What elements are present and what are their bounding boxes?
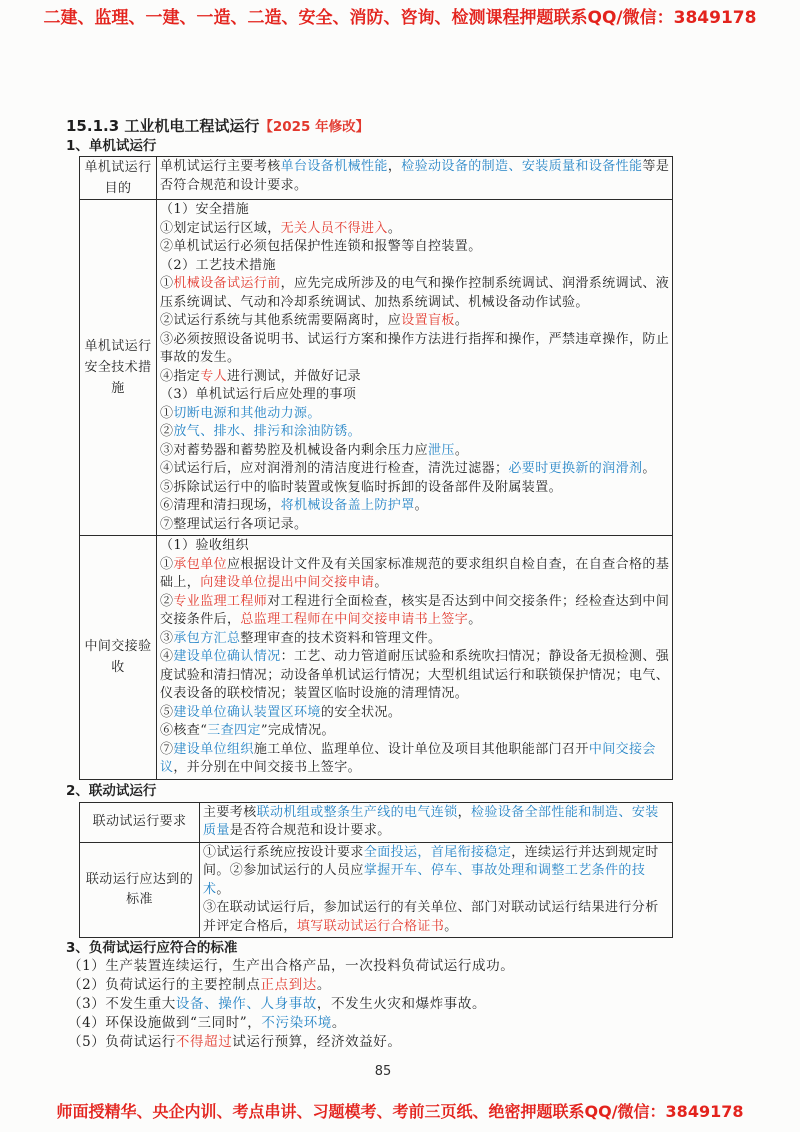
paragraph — [160, 648, 671, 704]
text-run: 。 — [454, 313, 469, 328]
text-run: ，应先完成所涉及的电气和操作控制系统调试、润滑系统调试、液压系统调试、气动和冷却系统调试、加热系统调试、机械设备动作试验。 — [160, 276, 670, 310]
row-content — [157, 157, 673, 200]
paragraph — [160, 516, 671, 535]
row-content — [157, 536, 673, 780]
text-run: ⑤ — [160, 704, 174, 720]
list-item — [68, 995, 686, 1014]
row-content — [200, 842, 673, 938]
emphasis-blue: 不污染环境 — [261, 1015, 332, 1031]
paragraph — [160, 220, 671, 239]
text-run: ：工艺、动力管道耐压试验和系统吹扫情况；静设备无损检测、强度试验和清扫情况；动设备单机试运行情况；大型机组试运行和联锁保护情况；电气、仪表设备的联校情况；装置区临时设施的清理情况。 — [160, 649, 670, 701]
row-label: 中间交接验收 — [80, 536, 157, 780]
page-number: 85 — [374, 1064, 392, 1079]
text-run: ④试运行后，应对润滑剂的清洁度进行检查，清洗过滤器； — [160, 461, 509, 476]
text-run: ⑤拆除试运行中的临时装置或恢复临时拆卸的设备部件及附属装置。 — [160, 479, 563, 495]
paragraph — [160, 722, 671, 741]
text-run: ⑥核查“ — [160, 723, 208, 738]
text-run: （1）生产装置连续运行，生产出合格产品，一次投料负荷试运行成功。 — [68, 958, 515, 974]
table-row — [80, 802, 673, 842]
text-run: ③ — [160, 630, 174, 646]
section-title-text: 15.1.3 工业机电工程试运行 — [66, 117, 260, 135]
paragraph — [160, 312, 671, 331]
emphasis-blue: 中间交接会议 — [160, 741, 656, 775]
paragraph — [160, 386, 671, 405]
text-run: ④指定 — [160, 368, 201, 384]
revision-tag: 【2025 年修改】 — [259, 119, 370, 135]
text-run: （3）不发生重大 — [68, 996, 176, 1012]
text-run: ①试运行系统应按设计要求 — [203, 844, 364, 860]
section-title — [66, 116, 686, 137]
text-run: （2）负荷试运行的主要控制点 — [68, 977, 261, 993]
table-row — [80, 536, 673, 780]
table-body — [80, 157, 673, 780]
text-run: ①划定试运行区域， — [160, 220, 281, 236]
paragraph — [160, 593, 671, 630]
text-run: 的安全状况。 — [320, 704, 402, 720]
text-run: ① — [160, 276, 174, 291]
table-row — [80, 157, 673, 200]
emphasis-blue: 设备、操作、人身事故 — [175, 996, 317, 1012]
emphasis-red: 无关人员不得进入 — [280, 220, 388, 236]
paragraph — [160, 201, 671, 220]
text-run: ，不发生火灾和爆炸事故。 — [316, 996, 487, 1012]
paragraph — [160, 479, 671, 498]
paragraph — [203, 844, 671, 900]
text-run: ②单机试运行必须包括保护性连锁和报警等自控装置。 — [160, 239, 482, 254]
row-label: 单机试运行安全技术措施 — [80, 200, 157, 536]
emphasis-blue: 掌握开车、停车、事故处理和调整工艺条件的技术 — [203, 863, 646, 897]
page-content — [66, 116, 686, 1052]
row-label: 联动运行应达到的标准 — [80, 842, 200, 938]
emphasis-blue: 切断电源和其他动力源。 — [173, 405, 321, 421]
text-run: ⑦整理试运行各项记录。 — [160, 516, 308, 532]
text-run: ，并分别在中间交接书上签字。 — [173, 760, 362, 775]
text-run: ① — [160, 556, 174, 572]
text-run: 单机试运行主要考核 — [160, 159, 281, 174]
text-run: 是否符合规范和设计要求。 — [229, 823, 391, 838]
row-content — [157, 200, 673, 536]
promo-banner-bottom: 师面授精华、央企内训、考点串讲、习题模考、考前三页纸、绝密押题联系QQ/微信：3849178 — [56, 1102, 744, 1121]
emphasis-blue: 建设单位确认情况 — [173, 649, 281, 664]
text-run: ， — [457, 804, 472, 820]
paragraph — [203, 804, 671, 841]
table-row — [80, 200, 673, 536]
linkage-trial-table — [79, 802, 673, 939]
text-run: 试运行预算，经济效益好。 — [232, 1034, 402, 1050]
text-run: 。 — [444, 918, 458, 934]
emphasis-red: 不得超过 — [175, 1034, 233, 1050]
paragraph — [160, 556, 671, 593]
emphasis-red: 机械设备试运行前 — [173, 276, 281, 291]
text-run: （1）安全措施 — [160, 202, 250, 217]
emphasis-red: 专业监理工程师 — [173, 593, 268, 609]
emphasis-blue: 放气、排水、排污和涂油防锈。 — [173, 424, 362, 439]
list-item — [68, 976, 686, 995]
part-heading-linkage: 2、联动试运行 — [66, 782, 157, 799]
text-run: ④ — [160, 649, 174, 664]
paragraph — [160, 704, 671, 723]
text-run: ② — [160, 593, 174, 609]
text-run: （4）环保设施做到“三同时”， — [68, 1015, 262, 1031]
emphasis-blue: 将机械设备盖上防护罩 — [280, 498, 415, 513]
emphasis-blue: 建设单位确认装置区环境 — [173, 704, 321, 720]
row-label: 联动试运行要求 — [80, 802, 200, 842]
text-run: 等是否符合规范和设计要求。 — [160, 159, 670, 193]
text-run: ”完成情况。 — [260, 723, 335, 738]
text-run: ， — [387, 159, 402, 174]
emphasis-blue: 承包方汇总 — [173, 630, 241, 646]
paragraph — [160, 423, 671, 442]
emphasis-blue: 联动机组或整条生产线的电气连锁 — [256, 804, 458, 820]
emphasis-blue: 泄压 — [428, 442, 455, 458]
emphasis-blue: 单台设备机械性能 — [280, 159, 388, 174]
list-item — [68, 1033, 686, 1052]
text-run: 进行测试，并做好记录 — [227, 368, 362, 384]
paragraph — [203, 899, 671, 936]
row-label: 单机试运行目的 — [80, 157, 157, 200]
text-run: 对工程进行全面检查，核实是否达到中间交接条件；经检查达到中间交接条件后， — [160, 593, 670, 627]
emphasis-red: 设置盲板 — [401, 313, 455, 328]
text-run: 主要考核 — [203, 804, 257, 820]
text-run: 。 — [414, 498, 429, 513]
paragraph — [160, 405, 671, 424]
paragraph — [160, 158, 671, 195]
row-content — [200, 802, 673, 842]
emphasis-red: 承包单位 — [173, 556, 228, 572]
text-run: ⑦ — [160, 741, 174, 757]
emphasis-blue: 检验动设备的制造、安装质量和设备性能 — [401, 159, 643, 174]
text-run: （2）工艺技术措施 — [160, 257, 276, 273]
text-run: （5）负荷试运行 — [68, 1034, 176, 1050]
text-run: ③在联动试运行后，参加试运行的有关单位、部门对联动试运行结果进行分析并评定合格后， — [203, 900, 659, 934]
text-run: （1）验收组织 — [160, 538, 250, 553]
text-run: 。 — [316, 977, 332, 993]
paragraph — [160, 497, 671, 516]
emphasis-blue: 三查四定 — [207, 723, 261, 738]
paragraph — [160, 368, 671, 387]
table-body — [80, 802, 673, 938]
text-run: ，连续运行并达到规定时间。②参加试运行的人员应 — [203, 844, 659, 878]
text-run: ⑥清理和清扫现场， — [160, 498, 281, 513]
text-run: 施工单位、监理单位、设计单位及项目其他职能部门召开 — [253, 741, 589, 757]
emphasis-red: 填写联动试运行合格证书 — [296, 918, 445, 934]
text-run: ① — [160, 405, 174, 421]
paragraph — [160, 257, 671, 276]
promo-banner-top: 二建、监理、一建、一造、二造、安全、消防、咨询、检测课程押题联系QQ/微信：3849178 — [43, 8, 757, 28]
paragraph — [160, 460, 671, 479]
load-trial-standards-list — [68, 957, 686, 1052]
emphasis-red: 向建设单位提出中间交接申请 — [200, 575, 375, 590]
paragraph — [160, 275, 671, 312]
text-run: 。 — [454, 442, 469, 458]
list-item — [68, 1014, 686, 1033]
paragraph — [160, 741, 671, 778]
text-run: 。 — [468, 612, 482, 627]
single-machine-trial-table — [79, 156, 673, 780]
paragraph — [160, 238, 671, 257]
text-run: 整理审查的技术资料和管理文件。 — [240, 630, 442, 646]
emphasis-blue: 全面投运，首尾衔接稳定 — [363, 844, 512, 860]
emphasis-blue: 建设单位组织 — [173, 741, 254, 757]
text-run: ②试运行系统与其他系统需要隔离时，应 — [160, 313, 402, 328]
text-run: 。 — [331, 1015, 347, 1031]
emphasis-blue: 检验设备全部性能和制造、安装质量 — [203, 804, 659, 838]
emphasis-blue: 必要时更换新的润滑剂 — [508, 461, 643, 476]
paragraph — [160, 630, 671, 649]
text-run: ② — [160, 424, 174, 439]
emphasis-red: 总监理工程师在中间交接申请书上签字 — [240, 612, 469, 627]
text-run: 。 — [387, 220, 402, 236]
text-run: （3）单机试运行后应处理的事项 — [160, 387, 357, 402]
text-run: 。 — [216, 881, 230, 897]
paragraph — [160, 537, 671, 556]
paragraph — [160, 331, 671, 368]
text-run: ③对蓄势器和蓄势腔及机械设备内剩余压力应 — [160, 442, 429, 458]
list-item — [68, 957, 686, 976]
text-run: 。 — [642, 461, 656, 476]
text-run: 。 — [374, 575, 388, 590]
paragraph — [160, 442, 671, 461]
text-run: 应根据设计文件及有关国家标准规范的要求组织自检自查，在自查合格的基础上， — [160, 556, 670, 590]
emphasis-red: 专人 — [200, 368, 228, 384]
emphasis-red: 正点到达 — [260, 977, 317, 993]
table-row — [80, 842, 673, 938]
part-heading-single-machine: 1、单机试运行 — [66, 138, 157, 154]
part-heading-load-trial: 3、负荷试运行应符合的标准 — [66, 940, 238, 956]
text-run: ③必须按照设备说明书、试运行方案和操作方法进行指挥和操作，严禁违章操作，防止事故的发生。 — [160, 331, 670, 365]
